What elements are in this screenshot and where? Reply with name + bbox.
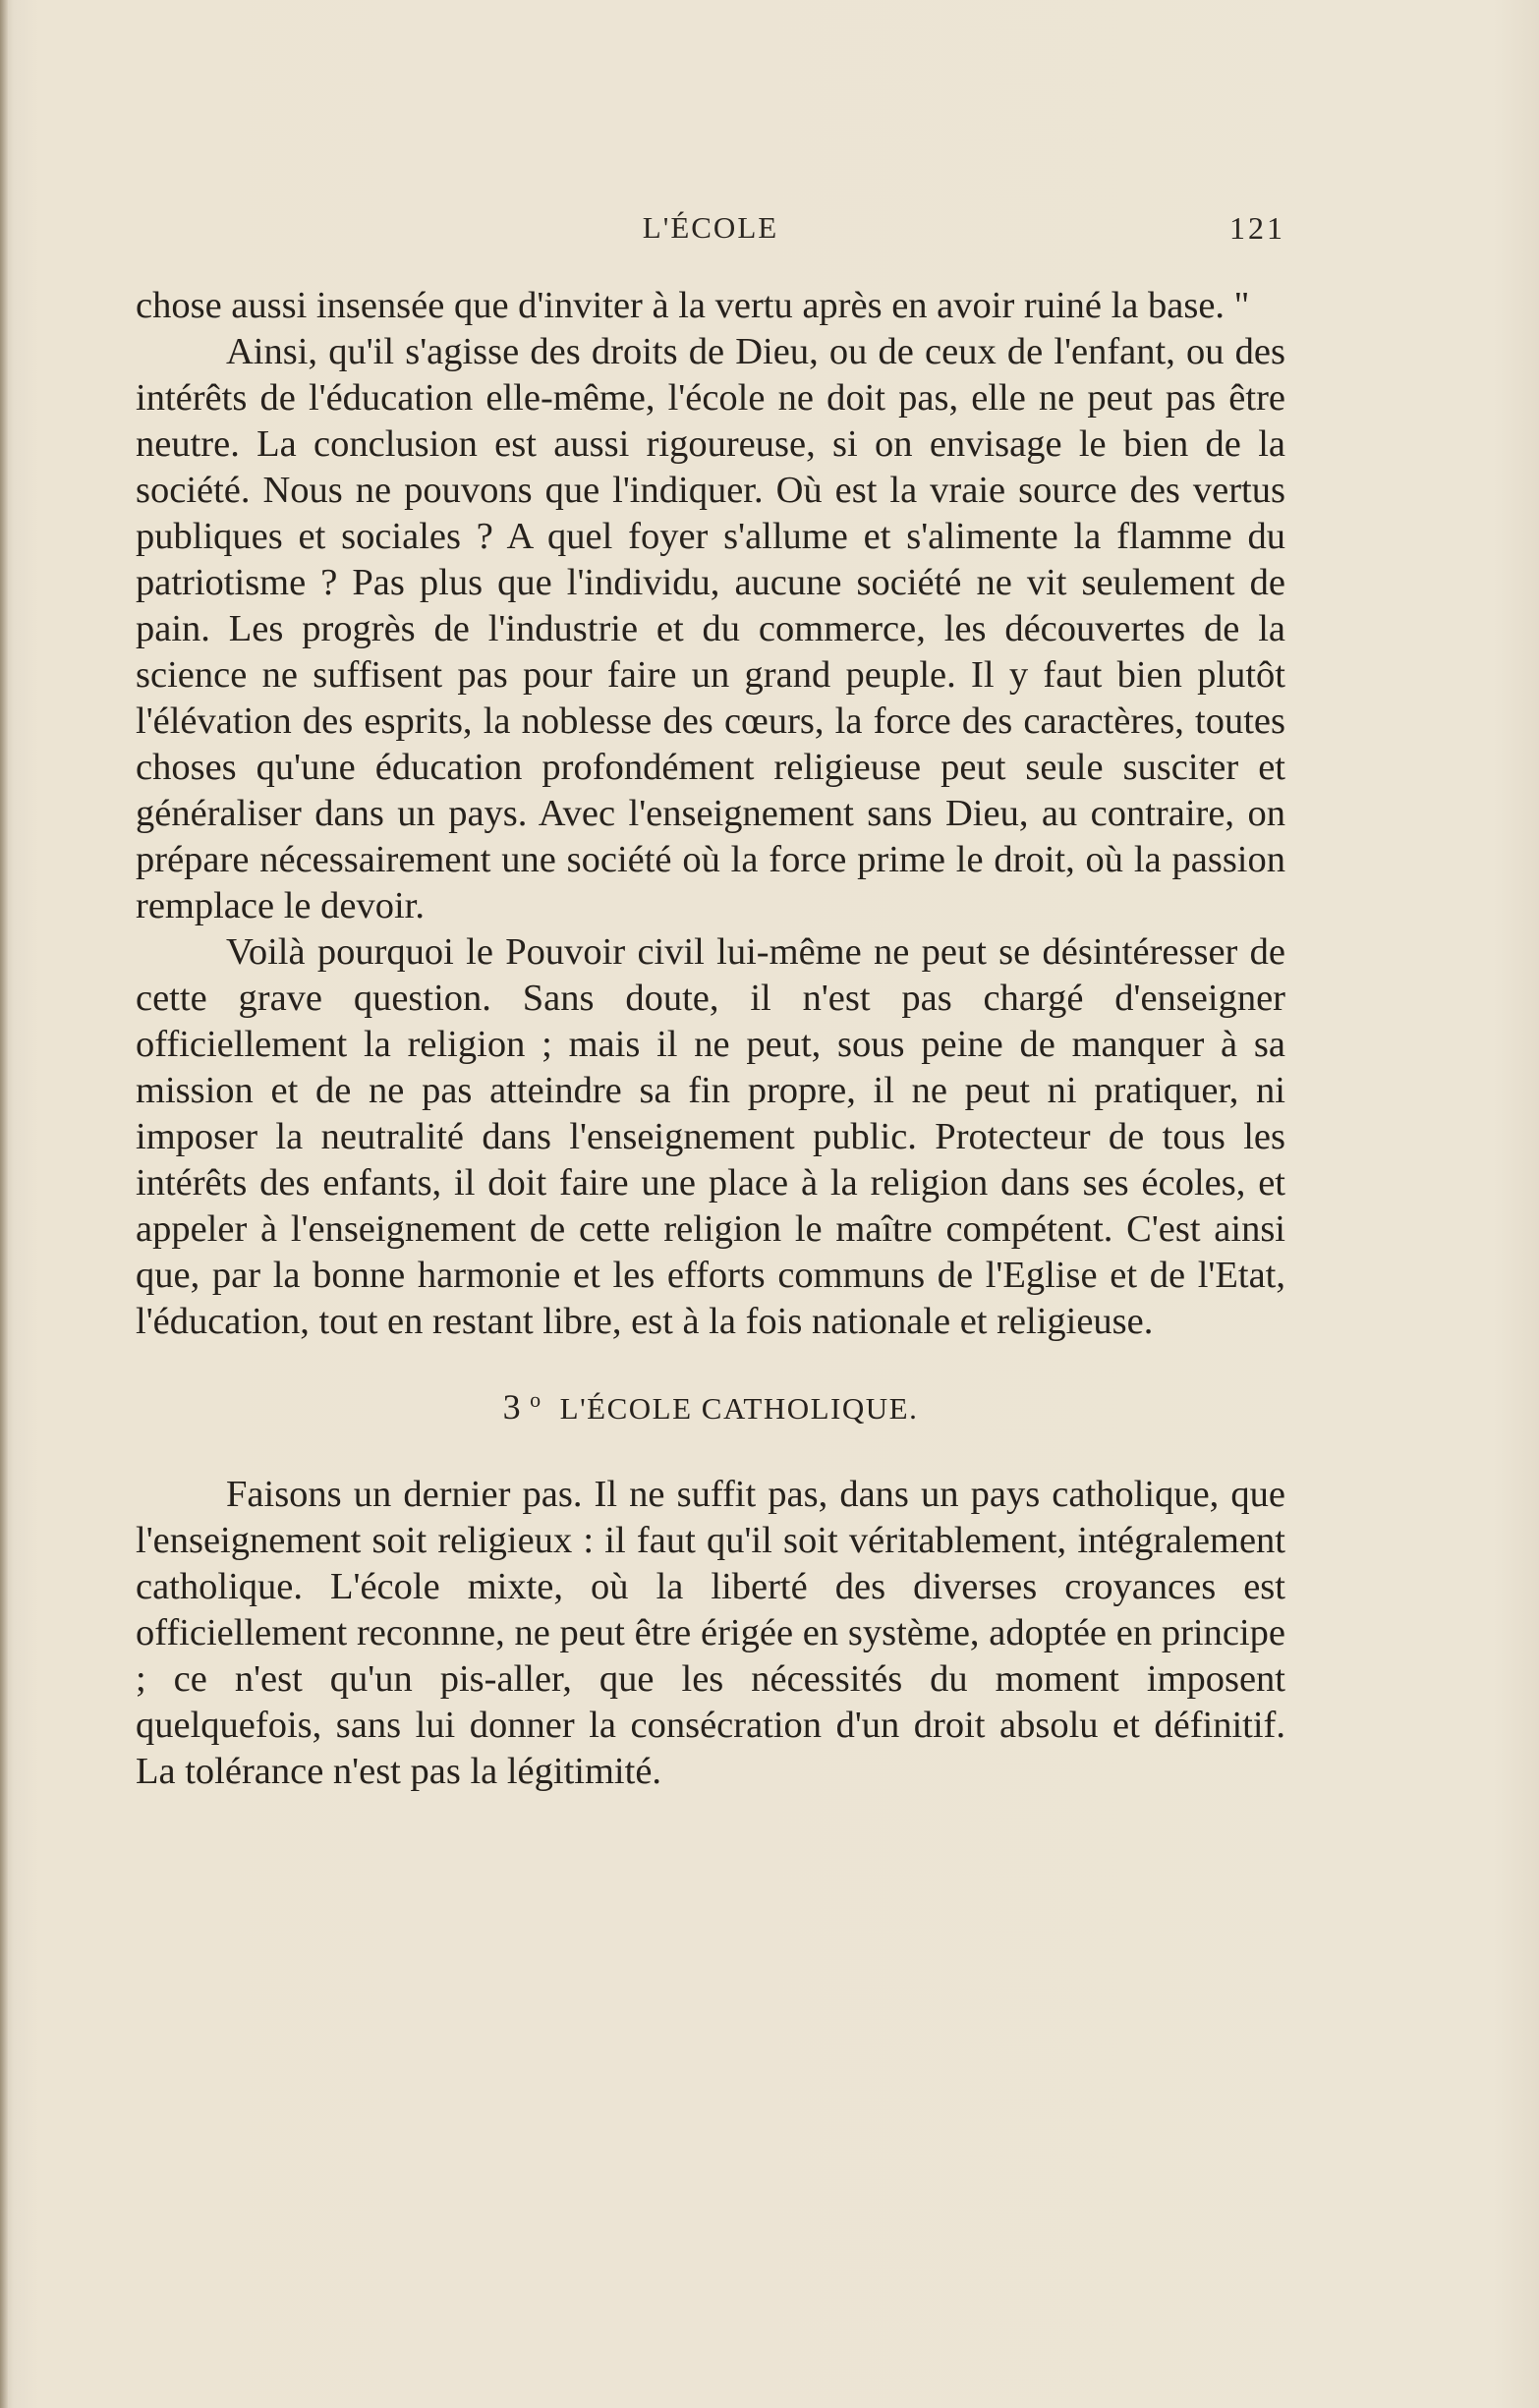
paragraph-civil-power: Voilà pourquoi le Pouvoir civil lui-même ne peut se désintéresser de cette grave question. Sans doute, il n'est pas chargé d'enseigner officiellement la religion ; mais il ne peut, sous peine de manquer à sa mission et de ne pas atteindre sa fin propre, il ne peut ni pratiquer, ni imposer la neutralité dans l'enseignement public. Protecteur de tous les intérêts des enfants, il doit faire une place à la religion dans ses écoles, et appeler à l'enseignement de cette religion le maître compétent. C'est ainsi que, par la bonne harmonie et les efforts communs de l'Eglise et de l'Etat, l'éducation, tout en restant libre, est à la fois nationale et religieuse. bbox=[136, 931, 1285, 1342]
paragraph-continuation: chose aussi insensée que d'inviter à la vertu après en avoir ruiné la base. " bbox=[136, 285, 1250, 326]
paragraph-catholic-school: Faisons un dernier pas. Il ne suffit pas, dans un pays catholique, que l'enseignement soit religieux : il faut qu'il soit véritablement, intégralement catholique. L'école mixte, où la liberté des diverses croyances est officiellement reconnne, ne peut être érigée en système, adoptée en principe ; ce n'est qu'un pis-aller, que les nécessités du moment imposent quelquefois, sans lui donner la consécration d'un droit absolu et définitif. La tolérance n'est pas la légitimité. bbox=[136, 1474, 1285, 1792]
paragraph-society: Ainsi, qu'il s'agisse des droits de Dieu, ou de ceux de l'enfant, ou des intérêts de l'éducation elle-même, l'école ne doit pas, elle ne peut pas être neutre. La conclusion est aussi rigoureuse, si on envisage le bien de la société. Nous ne pouvons que l'indiquer. Où est la vraie source des vertus publiques et sociales ? A quel foyer s'allume et s'alimente la flamme du patriotisme ? Pas plus que l'individu, aucune société ne vit seulement de pain. Les progrès de l'industrie et du commerce, les découvertes de la science ne suffisent pas pour faire un grand peuple. Il y faut bien plutôt l'élévation des esprits, la noblesse des cœurs, la force des caractères, toutes choses qu'une éducation profondément religieuse peut seule susciter et généraliser dans un pays. Avec l'enseignement sans Dieu, au contraire, on prépare nécessairement une société où la force prime le droit, où la passion remplace le devoir. bbox=[136, 331, 1285, 926]
running-head bbox=[136, 210, 1285, 259]
section-heading bbox=[136, 1380, 1285, 1428]
running-title: L'ÉCOLE bbox=[642, 210, 779, 245]
section-number: 3 bbox=[502, 1387, 523, 1427]
section-title: L'ÉCOLE CATHOLIQUE. bbox=[559, 1391, 919, 1426]
page-binding-edge bbox=[0, 0, 8, 2408]
page-number: 121 bbox=[1229, 210, 1285, 246]
section-degree: o bbox=[530, 1387, 542, 1412]
body-text bbox=[136, 283, 1285, 1795]
